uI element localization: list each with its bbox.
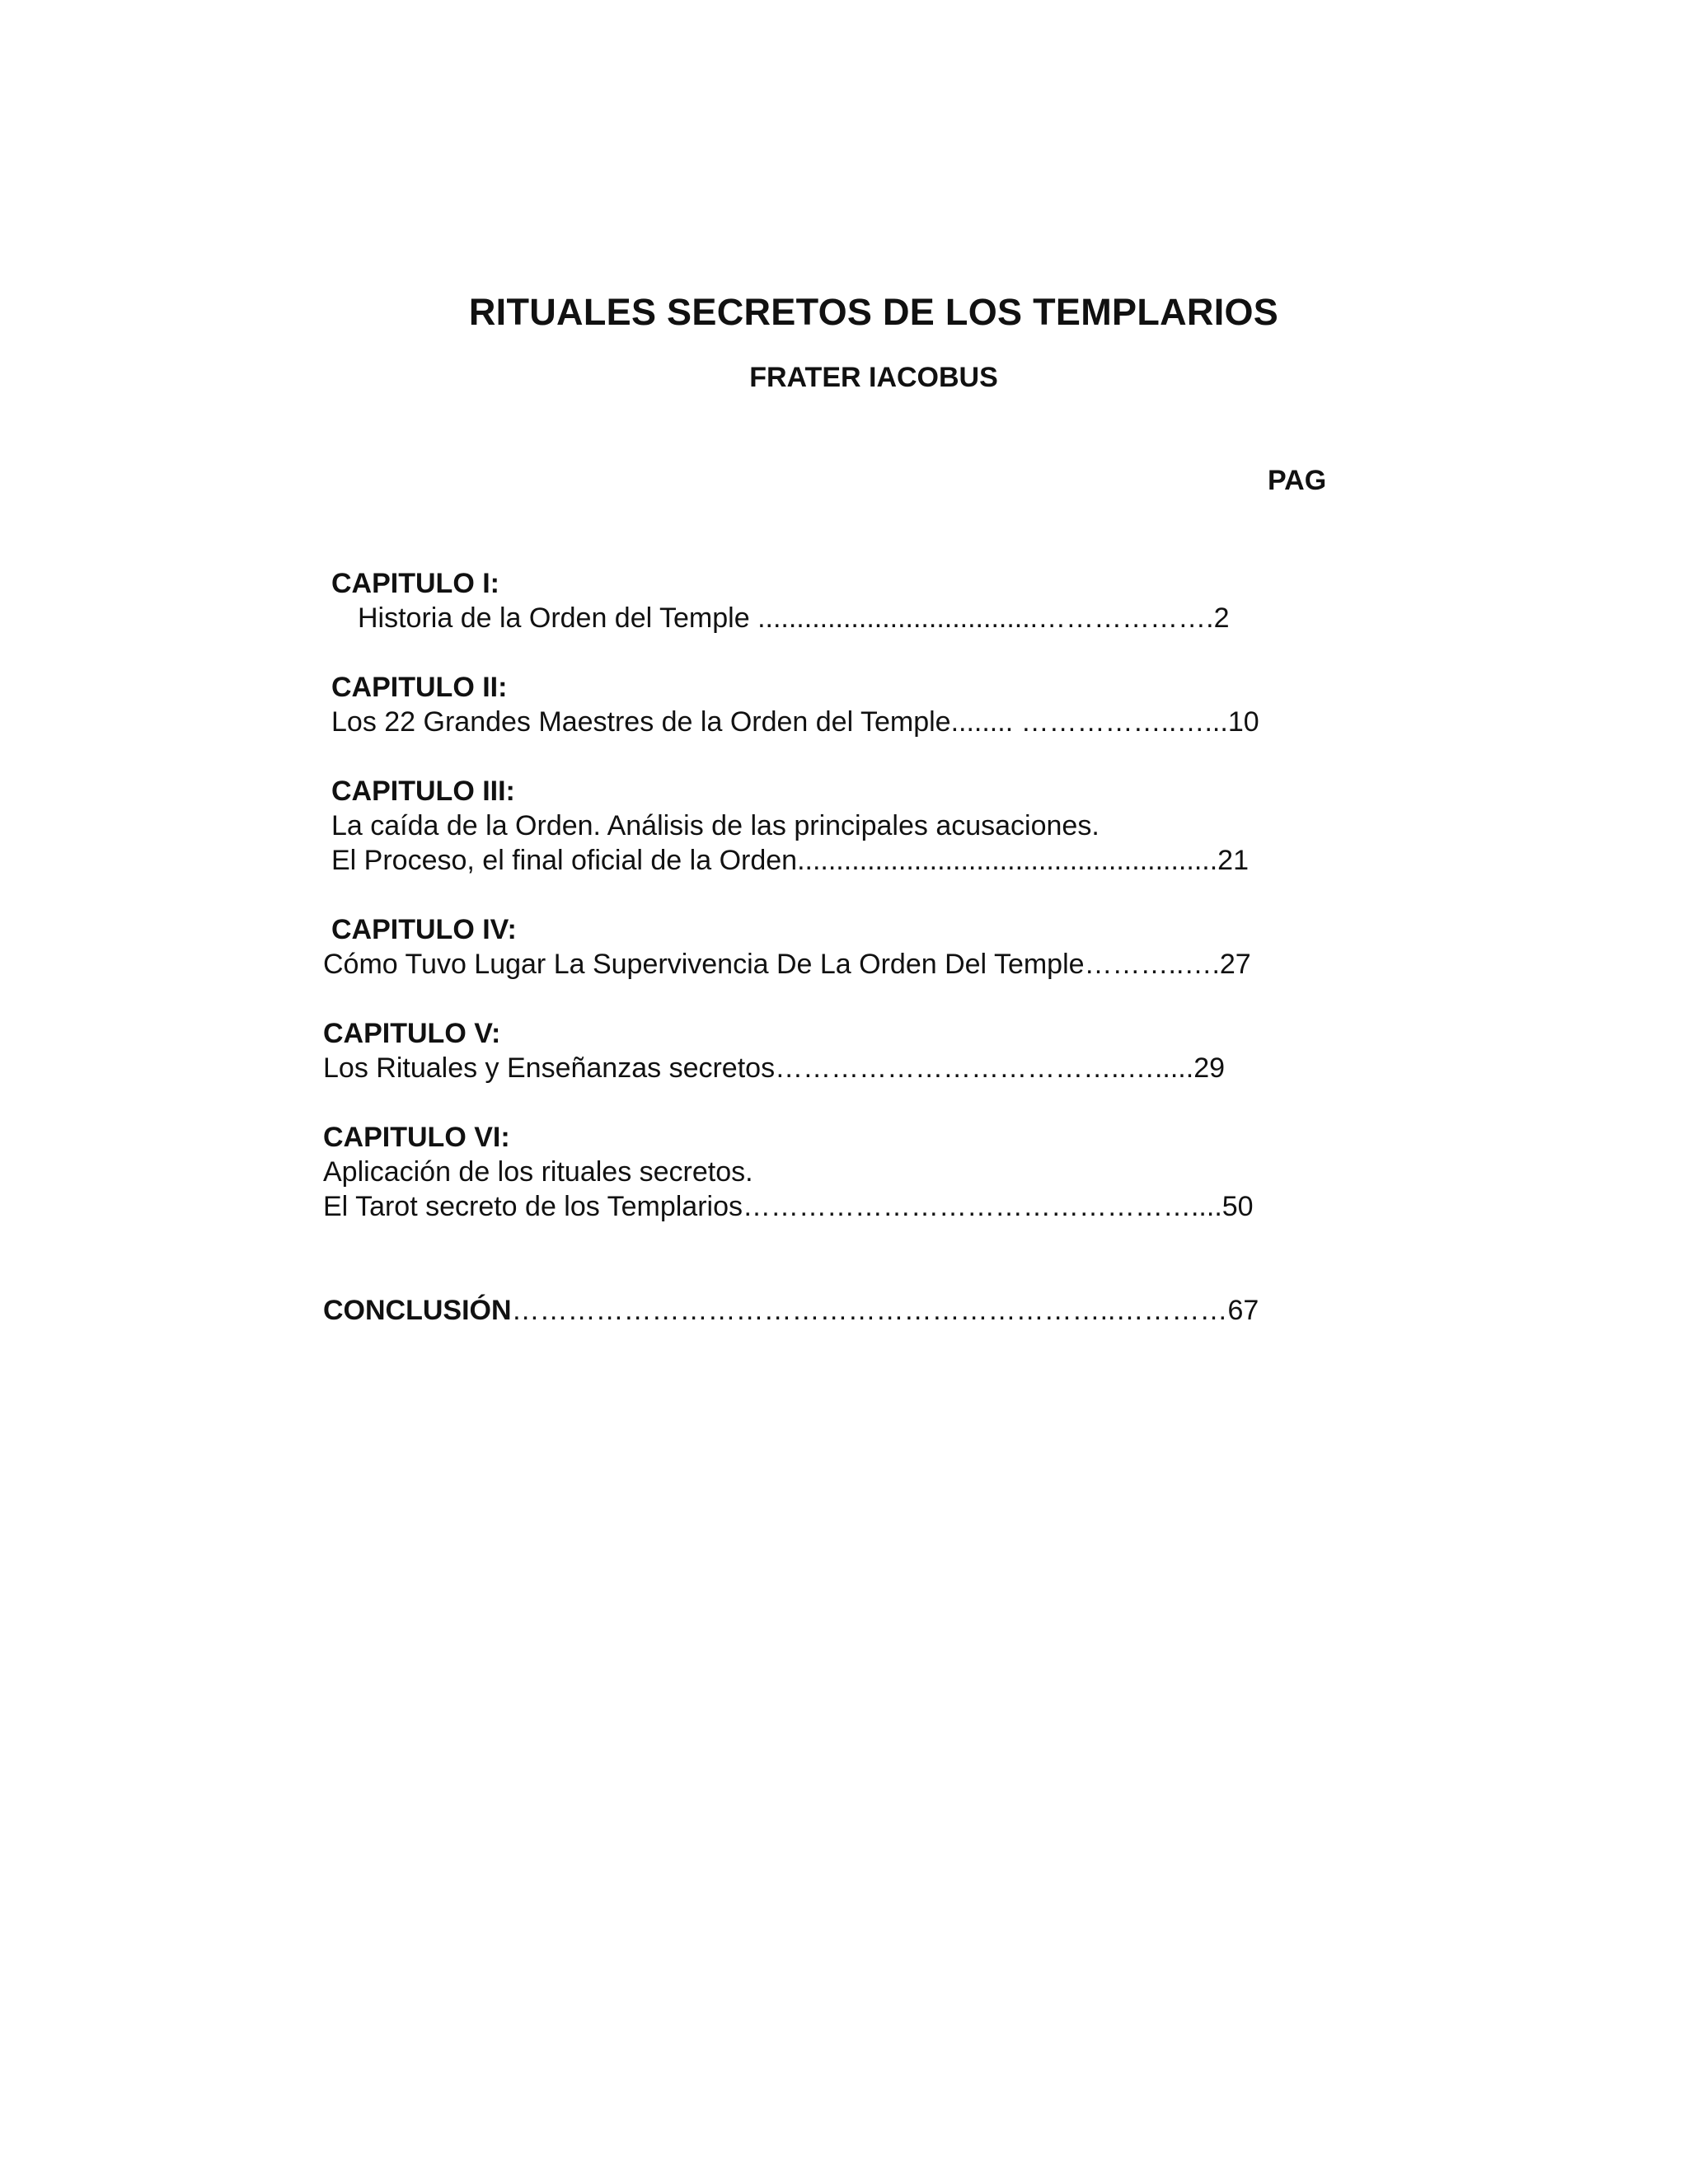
toc-entry: Historia de la Orden del Temple ....................................……………….2 [358,602,1230,634]
toc-entry: Los 22 Grandes Maestres de la Orden del Temple........ ……………..…...10 [331,706,1259,738]
page-column-label: PAG [1268,465,1327,496]
toc-entry: El Tarot secreto de los Templarios…………………………………………....50 [323,1191,1254,1222]
chapter-heading: CAPITULO II: [331,672,508,703]
chapter-heading: CAPITULO III: [331,776,515,807]
toc-entry: Los Rituales y Enseñanzas secretos………………………………..….....29 [323,1052,1226,1084]
conclusion-label: CONCLUSIÓN [323,1295,512,1326]
conclusion-entry [323,1294,1259,1328]
chapter-heading: CAPITULO IV: [331,914,517,945]
toc-entry: Aplicación de los rituales secretos. [323,1156,753,1188]
document-author: FRATER IACOBUS [749,362,998,393]
document-title: RITUALES SECRETOS DE LOS TEMPLARIOS [468,291,1279,333]
toc-entry: Cómo Tuvo Lugar La Supervivencia De La Orden Del Temple………..….27 [323,949,1251,980]
conclusion-leader: ………………………………………………………..…………67 [511,1295,1259,1326]
toc-entry: La caída de la Orden. Análisis de las principales acusaciones. [331,810,1100,841]
chapter-heading: CAPITULO VI: [323,1122,510,1153]
chapter-heading: CAPITULO I: [331,568,499,599]
chapter-heading: CAPITULO V: [323,1018,501,1049]
toc-entry: El Proceso, el final oficial de la Orden......................................................21 [331,845,1249,876]
